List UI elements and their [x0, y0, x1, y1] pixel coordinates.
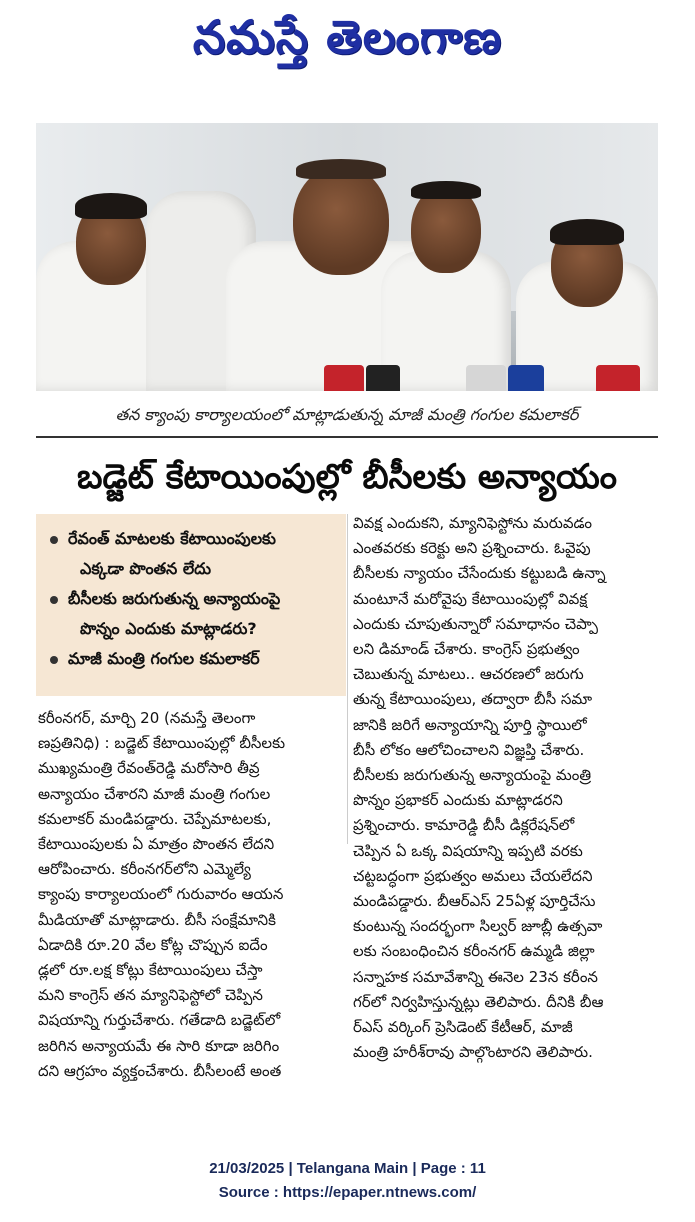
- article-line: క్యాంపు కార్యాలయంలో గురువారం ఆయన: [38, 885, 284, 904]
- article-line: ఎంతవరకు కరెక్టు అని ప్రశ్నించారు. ఓవైపు: [353, 539, 591, 558]
- news-photo: [36, 123, 658, 391]
- article-line: ఎందుకు చూపుతున్నారో సమాధానం చెప్పా: [353, 614, 599, 633]
- article-line: లని డిమాండ్ చేశారు. కాంగ్రెస్ ప్రభుత్వం: [353, 640, 580, 659]
- article-line: దని ఆగ్రహం వ్యక్తంచేశారు. బీసీలంటే అంత: [38, 1061, 282, 1080]
- article-line: తున్న కేటాయింపులు, తద్వారా బీసీ సమా: [353, 690, 593, 709]
- article-line: ర్‌ఎస్ వర్కింగ్ ప్రెసిడెంట్ కేటీఆర్, మాజీ: [353, 1018, 573, 1037]
- article-column-left: [38, 706, 340, 1084]
- article-line: జరిగిన అన్యాయమే ఈ సారి కూడా జరిగిం: [38, 1036, 280, 1055]
- article-line: పొన్నం ప్రభాకర్ ఎందుకు మాట్లాడరని: [353, 791, 563, 810]
- newspaper-logo-text: నమస్తే తెలంగాణ: [192, 10, 503, 64]
- article-line: డ్లలో రూ.లక్ష కోట్లు కేటాయింపులు చేస్తా: [38, 961, 263, 980]
- footer-date-edition: 21/03/2025 | Telangana Main | Page : 11: [209, 1160, 486, 1177]
- article-line: సన్నాహక సమావేశాన్ని ఈనెల 23న కరీంన: [353, 967, 598, 986]
- article-line: లకు సంబంధించిన కరీంనగర్ ఉమ్మడి జిల్లా: [353, 942, 595, 961]
- microphone: [596, 365, 640, 391]
- masthead: [0, 6, 695, 68]
- photo-person-right: [516, 171, 658, 391]
- article-line: వివక్ష ఎందుకని, మ్యానిఫెస్టోను మరువడం: [353, 514, 593, 532]
- highlights-box: [36, 514, 346, 696]
- article-line: బీసీ లోకం ఆలోచించాలని విజ్ఞప్తి చేశారు.: [353, 740, 585, 759]
- highlight-item: బీసీలకు జరుగుతున్న అన్యాయంపై పొన్నం ఎందుకు మాట్లాడరు?: [46, 584, 338, 644]
- bullet-icon: [50, 656, 58, 664]
- microphone: [508, 365, 544, 391]
- bullet-icon: [50, 536, 58, 544]
- bullet-icon: [50, 596, 58, 604]
- highlight-item: మాజీ మంత్రి గంగుల కమలాకర్: [46, 644, 338, 674]
- highlight-item: రేవంత్ మాటలకు కేటాయింపులకు ఎక్కడా పొంతన లేదు: [46, 524, 338, 584]
- article-line: ఆరోపించారు. కరీంనగర్‌లోని ఎమ్మెల్యే: [38, 860, 251, 879]
- footer-source-link[interactable]: Source : https://epaper.ntnews.com/: [218, 1184, 477, 1201]
- article-line: జానికి జరిగే అన్యాయాన్ని పూర్తి స్థాయిలో: [353, 715, 587, 734]
- article-line: కమలాకర్ మండిపడ్డారు. చెప్పేమాటలకు,: [38, 809, 272, 828]
- article-line: కరీంనగర్, మార్చి 20 (నమస్తే తెలంగా: [38, 709, 256, 727]
- article-line: విషయాన్ని గుర్తుచేశారు. గతేడాది బడ్జెట్‌లో: [38, 1011, 281, 1030]
- microphone: [324, 365, 364, 391]
- article-line: ఏడాదికి రూ.20 వేల కోట్ల చొప్పున ఐదేం: [38, 935, 268, 954]
- article-line: చట్టబద్ధంగా ప్రభుత్వం అమలు చేయలేదని: [353, 866, 593, 885]
- article-line: బీసీలకు జరుగుతున్న అన్యాయంపై మంత్రి: [353, 766, 592, 785]
- article-line: మని కాంగ్రెస్ తన మ్యానిఫెస్టోలో చెప్పిన: [38, 986, 263, 1005]
- article-headline: బడ్జెట్ కేటాయింపుల్లో బీసీలకు అన్యాయం: [77, 457, 617, 497]
- column-divider: [347, 514, 348, 844]
- article-line: ణప్రతినిధి) : బడ్జెట్ కేటాయింపుల్లో బీసీలకు: [38, 734, 286, 753]
- article-line: అన్యాయం చేశారని మాజీ మంత్రి గంగుల: [38, 784, 271, 803]
- article-line: కుంటున్న సందర్భంగా సిల్వర్ జూబ్లీ ఉత్సవా: [353, 917, 603, 936]
- article-line: మంత్రి హరీశ్‌రావు పాల్గొంటారని తెలిపారు.: [353, 1043, 593, 1062]
- article-line: మండిపడ్డారు. బీఆర్‌ఎస్ 25ఏళ్ల పూర్తిచేసు: [353, 892, 596, 911]
- article-line: బీసీలకు న్యాయం చేసేందుకు కట్టుబడి ఉన్నా: [353, 564, 606, 583]
- article-line: ప్రశ్నించారు. కామారెడ్డి బీసీ డిక్లరేషన్‌లో: [353, 816, 575, 835]
- article-column-right: [353, 511, 657, 1065]
- microphone: [366, 365, 400, 391]
- article-line: చెప్పిన ఏ ఒక్క విషయాన్ని ఇప్పటి వరకు: [353, 841, 583, 860]
- article-line: ముఖ్యమంత్రి రేవంత్‌రెడ్డి మరోసారి తీవ్ర: [38, 759, 260, 778]
- article-line: మంటూనే మరోవైపు కేటాయింపుల్లో వివక్ష: [353, 589, 588, 608]
- caption-divider: [36, 436, 658, 438]
- article-line: గర్‌లో నిర్వహిస్తున్నట్లు తెలిపారు. దీనికి బీఆ: [353, 992, 604, 1011]
- article-line: మీడియాతో మాట్లాడారు. బీసీ సంక్షేమానికి: [38, 910, 276, 929]
- photo-caption: తన క్యాంపు కార్యాలయంలో మాట్లాడుతున్న మాజీ మంత్రి గంగుల కమలాకర్: [115, 405, 579, 424]
- article-line: చెబుతున్న మాటలు.. ఆచరణలో జరుగు: [353, 665, 584, 684]
- photo-person-bearded: [381, 161, 511, 391]
- article-line: కేటాయింపులకు ఏ మాత్రం పొంతన లేదని: [38, 835, 275, 854]
- microphone: [466, 365, 506, 391]
